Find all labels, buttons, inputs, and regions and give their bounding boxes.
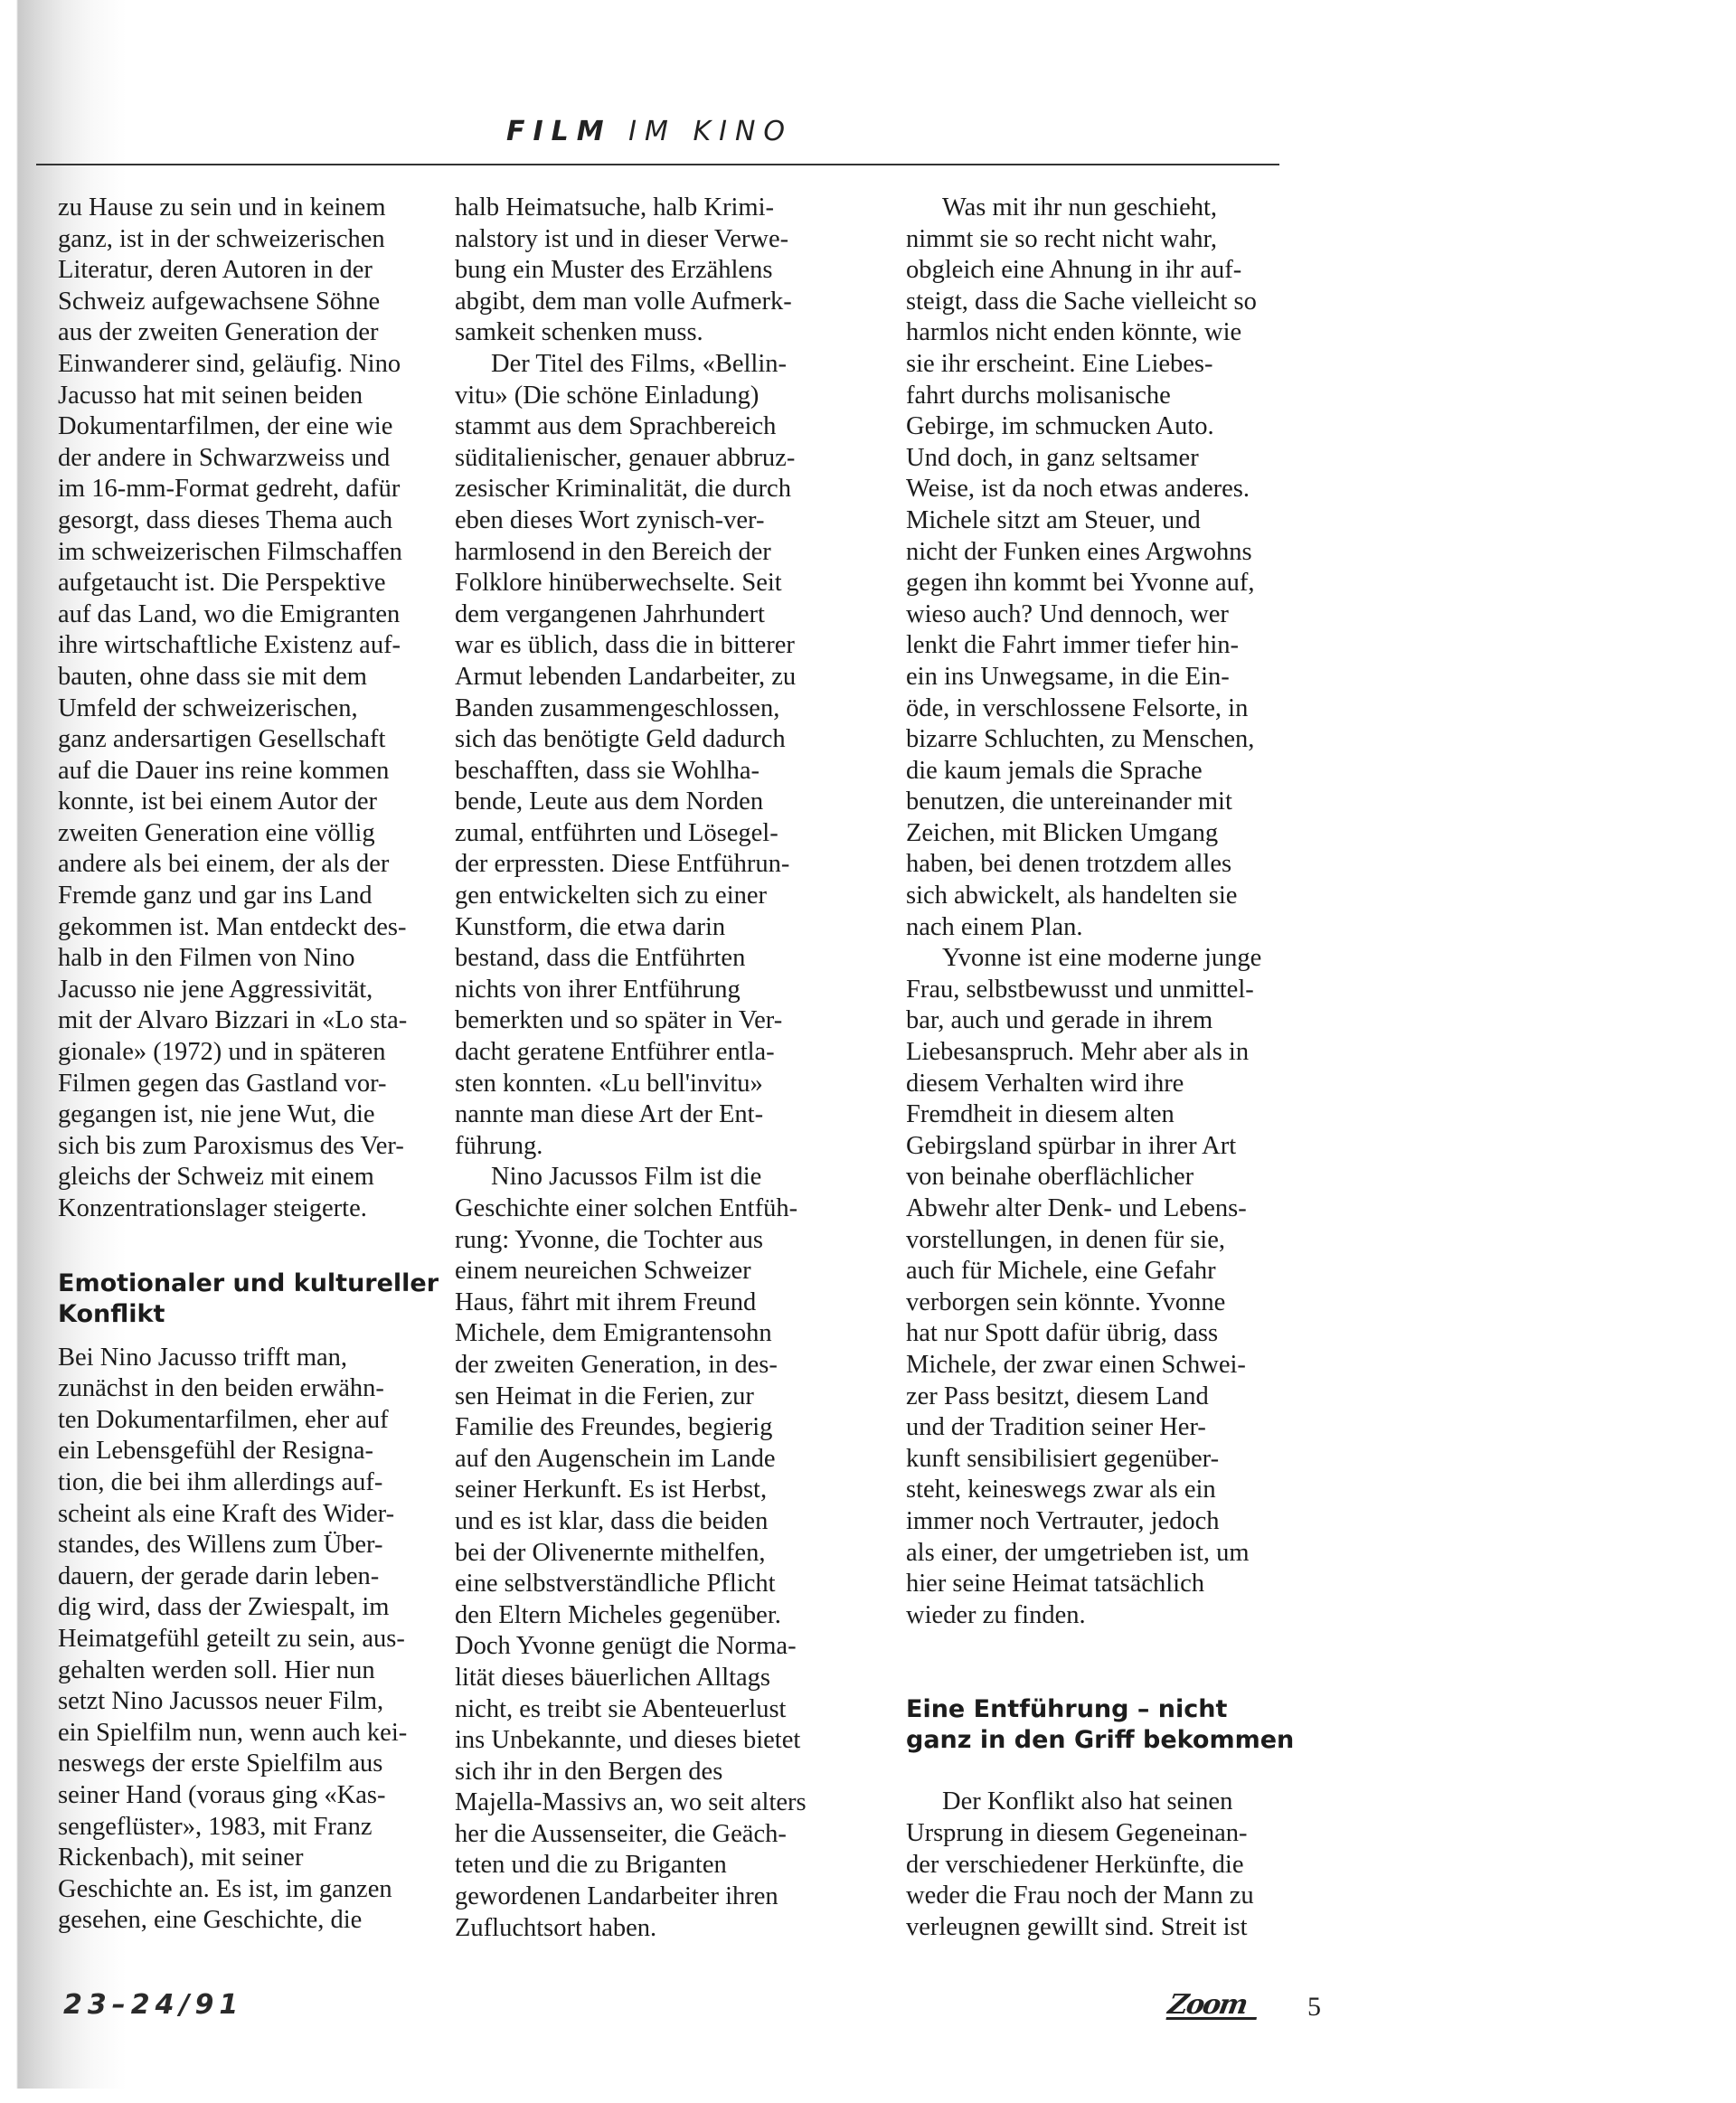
text-line: auf die Dauer ins reine kommen	[58, 756, 390, 785]
text-line: Nino Jacussos Film ist die	[491, 1163, 762, 1192]
text-line: Rickenbach), mit seiner	[58, 1844, 304, 1872]
text-line: Banden zusammengeschlossen,	[455, 693, 780, 722]
text-line: neswegs der erste Spielfilm aus	[58, 1749, 383, 1778]
text-line: sten konnten. «Lu bell'invitu»	[455, 1069, 763, 1098]
text-line: gesehen, eine Geschichte, die	[58, 1906, 363, 1935]
text-line: gewordenen Landarbeiter ihren	[455, 1882, 778, 1911]
text-column-3	[906, 193, 1313, 1943]
text-line: sich abwickelt, als handelten sie	[906, 882, 1238, 910]
text-line: abgibt, dem man volle Aufmerk-	[455, 287, 792, 316]
running-head	[506, 116, 793, 147]
text-line: Jacusso hat mit seinen beiden	[58, 381, 363, 410]
text-line: der verschiedener Herkünfte, die	[906, 1850, 1244, 1879]
text-line: bei der Olivenernte mithelfen,	[455, 1538, 766, 1567]
text-line: gekommen ist. Man entdeckt des-	[58, 912, 407, 941]
section-heading: Konflikt	[58, 1299, 165, 1328]
text-line: aus der zweiten Generation der	[58, 318, 379, 347]
text-line: zweiten Generation eine völlig	[58, 818, 375, 847]
text-line: Gebirge, im schmucken Auto.	[906, 412, 1214, 441]
text-line: beschafften, dass sie Wohlha-	[455, 756, 760, 785]
text-line: ein Lebensgefühl der Resigna-	[58, 1437, 373, 1466]
text-line: samkeit schenken muss.	[455, 318, 703, 347]
text-line: halb Heimatsuche, halb Krimi-	[455, 193, 774, 222]
text-line: sen Heimat in die Ferien, zur	[455, 1382, 754, 1410]
text-line: tion, die bei ihm allerdings auf-	[58, 1467, 383, 1496]
text-line: Literatur, deren Autoren in der	[58, 256, 373, 285]
text-column-2	[455, 193, 873, 1944]
text-line: dauern, der gerade darin leben-	[58, 1561, 380, 1590]
text-line: wieder zu finden.	[906, 1600, 1086, 1629]
text-line: dig wird, dass der Zwiespalt, im	[58, 1593, 390, 1622]
text-line: der zweiten Generation, in des-	[455, 1350, 778, 1379]
text-line: gegangen ist, nie jene Wut, die	[58, 1100, 375, 1129]
text-line: sie ihr erscheint. Eine Liebes-	[906, 349, 1213, 378]
text-line: konnte, ist bei einem Autor der	[58, 787, 378, 816]
text-line: diesem Verhalten wird ihre	[906, 1069, 1184, 1098]
text-line: Und doch, in ganz seltsamer	[906, 443, 1199, 472]
text-line: Geschichte einer solchen Entfüh-	[455, 1194, 798, 1222]
text-line: benutzen, die untereinander mit	[906, 787, 1232, 816]
text-line: ihre wirtschaftliche Existenz auf-	[58, 631, 401, 660]
text-line: eben dieses Wort zynisch-ver-	[455, 505, 765, 534]
running-head-section: FILM	[506, 116, 612, 147]
text-line: nichts von ihrer Entführung	[455, 975, 741, 1004]
text-line: Liebesanspruch. Mehr aber als in	[906, 1038, 1250, 1067]
text-line: ganz andersartigen Gesellschaft	[58, 725, 386, 754]
text-line: Majella-Massivs an, wo seit alters	[455, 1788, 807, 1817]
text-line: Schweiz aufgewachsene Söhne	[58, 287, 381, 316]
text-line: hier seine Heimat tatsächlich	[906, 1570, 1204, 1598]
text-line: auch für Michele, eine Gefahr	[906, 1257, 1216, 1286]
text-line: gionale» (1972) und in späteren	[58, 1038, 386, 1067]
text-line: dem vergangenen Jahrhundert	[455, 599, 765, 628]
text-line: nalstory ist und in dieser Verwe-	[455, 224, 789, 253]
text-line: her die Aussenseiter, die Geäch-	[455, 1819, 787, 1848]
text-line: bar, auch und gerade in ihrem	[906, 1006, 1213, 1035]
text-line: Dokumentarfilmen, der eine wie	[58, 412, 393, 441]
text-line: Umfeld der schweizerischen,	[58, 693, 358, 722]
text-line: ganz, ist in der schweizerischen	[58, 224, 385, 253]
text-line: auf den Augenschein im Lande	[455, 1444, 776, 1473]
text-line: zesischer Kriminalität, die durch	[455, 475, 791, 504]
text-line: dacht geratene Entführer entla-	[455, 1038, 775, 1067]
text-line: auf das Land, wo die Emigranten	[58, 599, 401, 628]
text-line: lenkt die Fahrt immer tiefer hin-	[906, 631, 1240, 660]
text-line: seiner Herkunft. Es ist Herbst,	[455, 1476, 768, 1504]
text-line: harmlos nicht enden könnte, wie	[906, 318, 1242, 347]
text-line: einem neureichen Schweizer	[455, 1257, 751, 1286]
text-line: Abwehr alter Denk- und Lebens-	[906, 1194, 1247, 1222]
text-line: ein ins Unwegsame, in die Ein-	[906, 662, 1230, 691]
text-line: der erpressten. Diese Entführun-	[455, 850, 790, 879]
text-line: und es ist klar, dass die beiden	[455, 1506, 769, 1535]
text-line: von beinahe oberflächlicher	[906, 1163, 1194, 1192]
text-line: Weise, ist da noch etwas anderes.	[906, 475, 1250, 504]
text-line: verleugnen gewillt sind. Streit ist	[906, 1912, 1248, 1941]
text-line: Michele sitzt am Steuer, und	[906, 505, 1201, 534]
text-line: teten und die zu Briganten	[455, 1851, 727, 1880]
text-line: aufgetaucht ist. Die Perspektive	[58, 569, 386, 598]
text-line: Michele, dem Emigrantensohn	[455, 1319, 772, 1348]
text-line: Frau, selbstbewusst und unmittel-	[906, 975, 1254, 1004]
header-rule	[36, 164, 1279, 165]
text-line: gesorgt, dass dieses Thema auch	[58, 505, 393, 534]
text-line: Einwanderer sind, geläufig. Nino	[58, 349, 401, 378]
text-line: gen entwickelten sich zu einer	[455, 882, 768, 910]
text-line: Zeichen, mit Blicken Umgang	[906, 818, 1219, 847]
text-line: Folklore hinüberwechselte. Seit	[455, 569, 782, 598]
text-line: bende, Leute aus dem Norden	[455, 787, 764, 816]
text-line: gleichs der Schweiz mit einem	[58, 1163, 374, 1192]
text-line: Jacusso nie jene Aggressivität,	[58, 975, 373, 1004]
text-line: halb in den Filmen von Nino	[58, 944, 355, 973]
text-line: gegen ihn kommt bei Yvonne auf,	[906, 569, 1255, 598]
text-line: steigt, dass die Sache vielleicht so	[906, 287, 1257, 316]
text-line: gehalten werden soll. Hier nun	[58, 1655, 375, 1684]
text-line: bung ein Muster des Erzählens	[455, 256, 773, 285]
text-line: Haus, fährt mit ihrem Freund	[455, 1287, 757, 1316]
text-line: den Eltern Micheles gegenüber.	[455, 1600, 781, 1629]
text-line: bizarre Schluchten, zu Menschen,	[906, 725, 1255, 754]
text-line: obgleich eine Ahnung in ihr auf-	[906, 256, 1242, 285]
page-number: 5	[1307, 1992, 1321, 2022]
text-line: nimmt sie so recht nicht wahr,	[906, 224, 1217, 253]
text-line: ins Unbekannte, und dieses bietet	[455, 1726, 801, 1755]
running-head-subsection: IM KINO	[628, 116, 794, 147]
text-line: Der Konflikt also hat seinen	[942, 1787, 1233, 1816]
text-line: scheint als eine Kraft des Wider-	[58, 1499, 395, 1528]
text-line: sich das benötigte Geld dadurch	[455, 725, 786, 754]
text-line: eine selbstverständliche Pflicht	[455, 1570, 776, 1598]
text-line: Armut lebenden Landarbeiter, zu	[455, 662, 797, 691]
text-line: nicht der Funken eines Argwohns	[906, 537, 1252, 566]
text-line: Zufluchtsort haben.	[455, 1913, 657, 1942]
text-line: Michele, der zwar einen Schwei-	[906, 1350, 1246, 1379]
text-line: süditalienischer, genauer abbruz-	[455, 443, 796, 472]
text-line: kunft sensibilisiert gegenüber-	[906, 1444, 1220, 1473]
text-line: stammt aus dem Sprachbereich	[455, 412, 777, 441]
text-line: Doch Yvonne genügt die Norma-	[455, 1632, 797, 1661]
text-line: setzt Nino Jacussos neuer Film,	[58, 1687, 384, 1716]
text-line: der andere in Schwarzweiss und	[58, 443, 391, 472]
text-line: vorstellungen, in denen für sie,	[906, 1225, 1225, 1254]
section-spacer	[58, 1225, 438, 1268]
text-line: nannte man diese Art der Ent-	[455, 1100, 764, 1129]
section-spacer	[906, 1631, 1313, 1694]
text-line: Fremde ganz und gar ins Land	[58, 882, 373, 910]
text-line: harmlosend in den Bereich der	[455, 537, 771, 566]
text-column-1	[58, 193, 438, 1937]
text-line: verborgen sein könnte. Yvonne	[906, 1287, 1226, 1316]
text-line: die kaum jemals die Sprache	[906, 756, 1203, 785]
text-line: bestand, dass die Entführten	[455, 944, 746, 973]
text-line: Der Titel des Films, «Bellin-	[491, 349, 787, 378]
text-line: Heimatgefühl geteilt zu sein, aus-	[58, 1624, 405, 1653]
text-line: führung.	[455, 1131, 543, 1160]
text-line: zunächst in den beiden erwähn-	[58, 1374, 384, 1403]
text-line: ten Dokumentarfilmen, eher auf	[58, 1405, 389, 1434]
text-line: bauten, ohne dass sie mit dem	[58, 662, 367, 691]
text-line: Was mit ihr nun geschieht,	[942, 193, 1218, 222]
text-line: als einer, der umgetrieben ist, um	[906, 1538, 1250, 1567]
section-spacer	[906, 1756, 1313, 1787]
text-line: war es üblich, dass die in bitterer	[455, 631, 795, 660]
text-line: Familie des Freundes, begierig	[455, 1413, 773, 1442]
section-heading: Emotionaler und kultureller	[58, 1268, 439, 1297]
text-line: bemerkten und so später in Ver-	[455, 1006, 783, 1035]
text-line: lität dieses bäuerlichen Alltags	[455, 1663, 771, 1692]
text-line: Fremdheit in diesem alten	[906, 1100, 1175, 1129]
text-line: Kunstform, die etwa darin	[455, 912, 726, 941]
text-line: Geschichte an. Es ist, im ganzen	[58, 1874, 392, 1903]
text-line: nach einem Plan.	[906, 912, 1083, 941]
section-spacer	[58, 1330, 438, 1343]
text-line: wieso auch? Und dennoch, wer	[906, 599, 1229, 628]
text-line: sich ihr in den Bergen des	[455, 1757, 723, 1786]
text-line: andere als bei einem, der als der	[58, 850, 390, 879]
text-line: zer Pass besitzt, diesem Land	[906, 1382, 1209, 1410]
text-line: Bei Nino Jacusso trifft man,	[58, 1343, 348, 1372]
text-line: hat nur Spott dafür übrig, dass	[906, 1319, 1219, 1348]
text-line: sich bis zum Paroxismus des Ver-	[58, 1131, 404, 1160]
text-line: im schweizerischen Filmschaffen	[58, 537, 402, 566]
zoom-logo: Zoom	[1165, 1994, 1260, 2020]
text-line: Konzentrationslager steigerte.	[58, 1194, 367, 1222]
text-line: im 16-mm-Format gedreht, dafür	[58, 475, 401, 504]
text-line: Ursprung in diesem Gegeneinan-	[906, 1818, 1248, 1847]
text-line: sengeflüster», 1983, mit Franz	[58, 1812, 373, 1841]
text-line: steht, keineswegs zwar als ein	[906, 1476, 1216, 1504]
section-heading: Eine Entführung – nicht	[906, 1695, 1228, 1724]
section-heading: ganz in den Griff bekommen	[906, 1726, 1295, 1755]
text-line: nicht, es treibt sie Abenteuerlust	[455, 1694, 787, 1723]
text-line: weder die Frau noch der Mann zu	[906, 1881, 1254, 1910]
text-line: zu Hause zu sein und in keinem	[58, 193, 386, 222]
text-line: seiner Hand (voraus ging «Kas-	[58, 1780, 386, 1809]
text-line: Filmen gegen das Gastland vor-	[58, 1069, 387, 1098]
text-line: Gebirgsland spürbar in ihrer Art	[906, 1131, 1237, 1160]
text-line: und der Tradition seiner Her-	[906, 1413, 1206, 1442]
text-line: immer noch Vertrauter, jedoch	[906, 1506, 1220, 1535]
text-line: standes, des Willens zum Über-	[58, 1531, 383, 1560]
text-line: ein Spielfilm nun, wenn auch kei-	[58, 1718, 408, 1747]
text-line: haben, bei denen trotzdem alles	[906, 850, 1232, 879]
text-line: fahrt durchs molisanische	[906, 381, 1171, 410]
issue-number: 23–24/91	[63, 1989, 244, 2021]
text-line: Yvonne ist eine moderne junge	[942, 944, 1262, 973]
text-line: mit der Alvaro Bizzari in «Lo sta-	[58, 1006, 408, 1035]
text-line: zumal, entführten und Lösegel-	[455, 818, 778, 847]
text-line: öde, in verschlossene Felsorte, in	[906, 693, 1249, 722]
text-line: rung: Yvonne, die Tochter aus	[455, 1225, 764, 1254]
text-line: vitu» (Die schöne Einladung)	[455, 381, 760, 410]
